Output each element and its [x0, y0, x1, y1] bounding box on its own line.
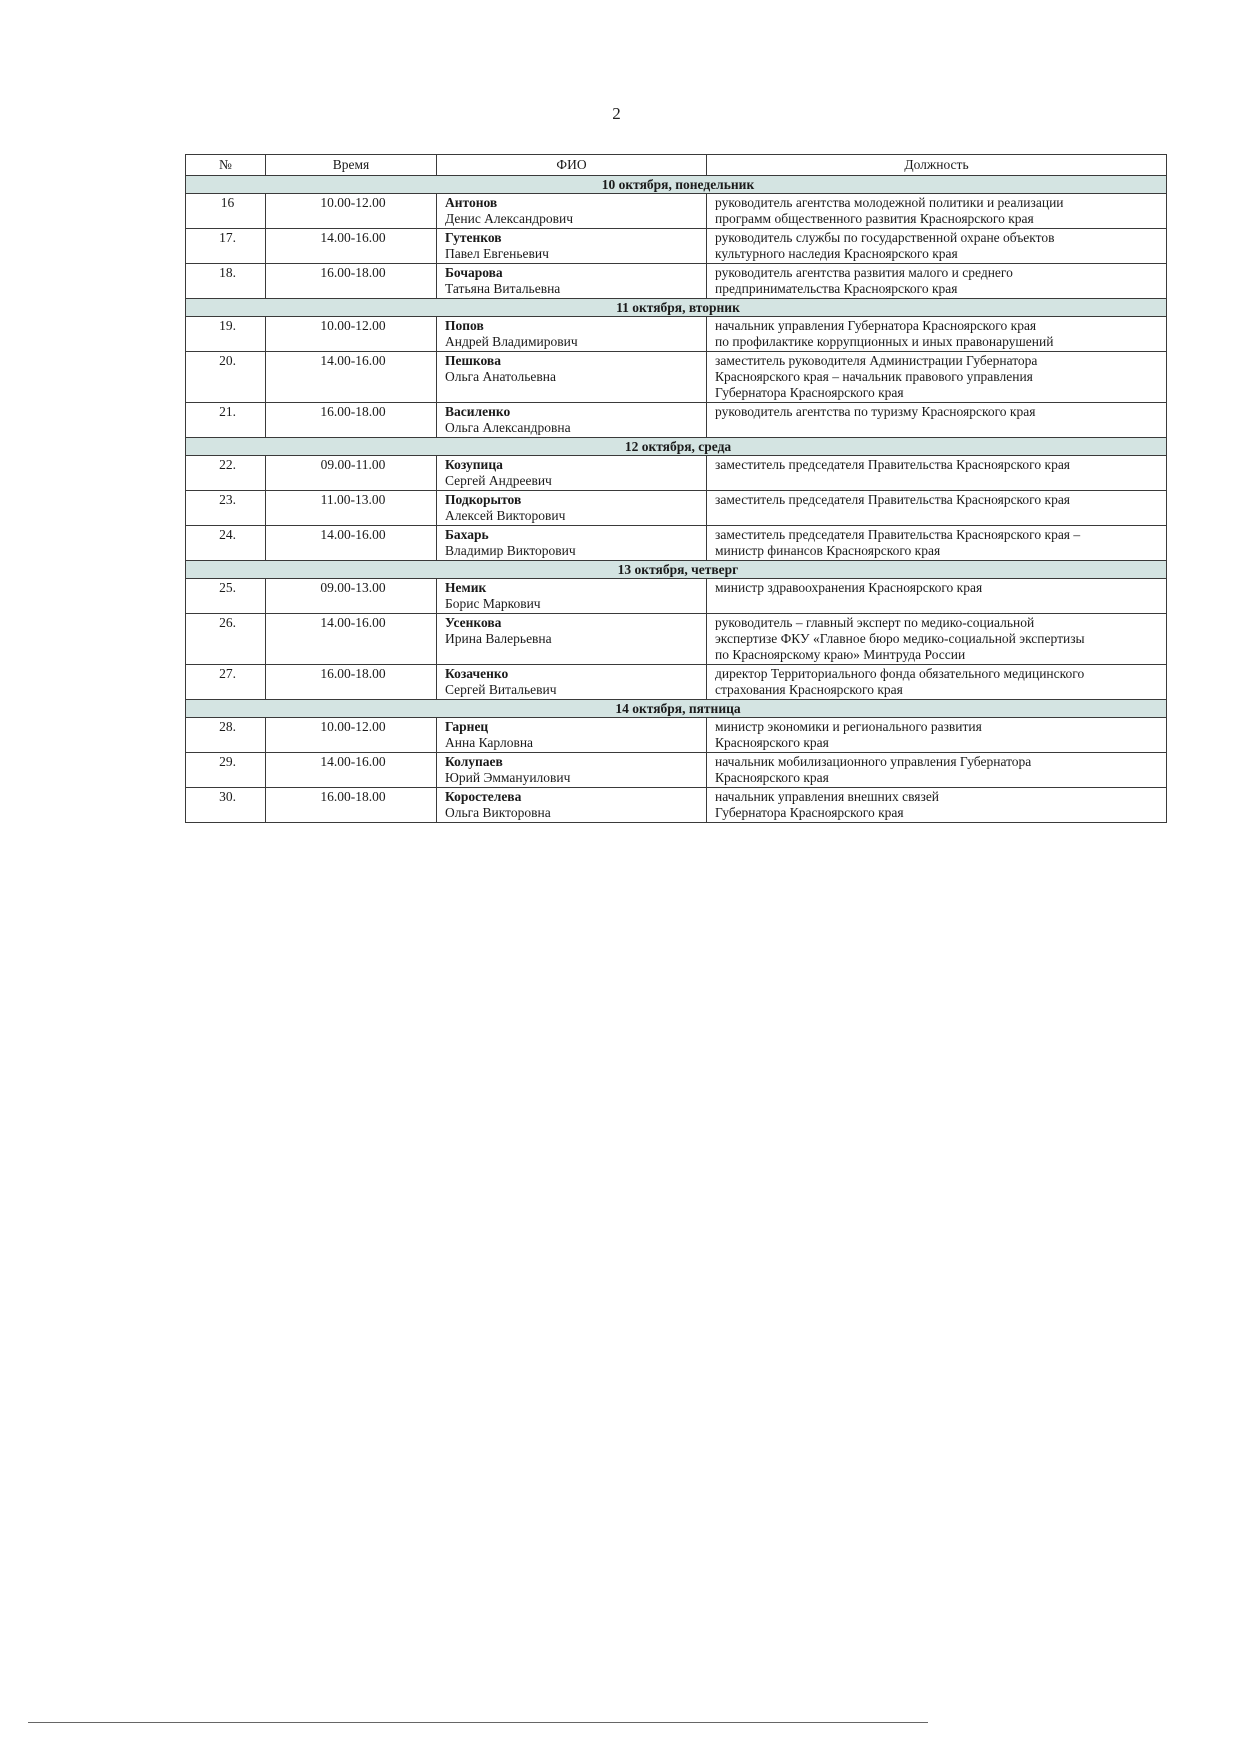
day-row	[186, 561, 1167, 579]
day-row	[186, 438, 1167, 456]
row-fio	[437, 614, 707, 665]
given-names: Сергей Витальевич	[445, 682, 557, 697]
row-time: 16.00-18.00	[266, 264, 437, 299]
position-line: по Красноярскому краю» Минтруда России	[715, 647, 966, 662]
surname: Гарнец	[445, 719, 489, 734]
row-position	[707, 526, 1167, 561]
position-line: Красноярского края	[715, 770, 829, 785]
surname: Немик	[445, 580, 487, 595]
row-number: 24.	[186, 526, 266, 561]
surname: Попов	[445, 318, 484, 333]
row-position	[707, 579, 1167, 614]
position-line: министр экономики и регионального развития	[715, 719, 982, 734]
given-names: Анна Карловна	[445, 735, 534, 750]
row-time: 16.00-18.00	[266, 665, 437, 700]
table-row	[186, 788, 1167, 823]
position-line: заместитель руководителя Администрации Губернатора	[715, 353, 1038, 368]
row-time: 14.00-16.00	[266, 614, 437, 665]
row-fio	[437, 403, 707, 438]
position-line: Губернатора Красноярского края	[715, 385, 904, 400]
row-fio	[437, 456, 707, 491]
position-line: заместитель председателя Правительства Красноярского края	[715, 457, 1071, 472]
header-position: Должность	[707, 155, 1167, 176]
surname: Василенко	[445, 404, 511, 419]
given-names: Алексей Викторович	[445, 508, 566, 523]
row-number: 18.	[186, 264, 266, 299]
given-names: Татьяна Витальевна	[445, 281, 561, 296]
row-time: 09.00-13.00	[266, 579, 437, 614]
row-time: 11.00-13.00	[266, 491, 437, 526]
position-line: руководитель – главный эксперт по медико-социальной	[715, 615, 1035, 630]
row-time: 14.00-16.00	[266, 352, 437, 403]
row-fio	[437, 194, 707, 229]
row-time: 14.00-16.00	[266, 753, 437, 788]
surname: Бахарь	[445, 527, 489, 542]
given-names: Ирина Валерьевна	[445, 631, 552, 646]
position-line: Красноярского края – начальник правового управления	[715, 369, 1033, 384]
position-line: директор Территориального фонда обязательного медицинского	[715, 666, 1085, 681]
surname: Бочарова	[445, 265, 503, 280]
row-number: 20.	[186, 352, 266, 403]
row-number: 16	[186, 194, 266, 229]
row-fio	[437, 579, 707, 614]
table-row	[186, 403, 1167, 438]
day-heading: 13 октября, четверг	[186, 561, 1167, 579]
table-row	[186, 264, 1167, 299]
day-heading: 10 октября, понедельник	[186, 176, 1167, 194]
row-time: 16.00-18.00	[266, 788, 437, 823]
row-fio	[437, 718, 707, 753]
table-row	[186, 753, 1167, 788]
table-row	[186, 526, 1167, 561]
table-row	[186, 718, 1167, 753]
given-names: Сергей Андреевич	[445, 473, 552, 488]
given-names: Ольга Викторовна	[445, 805, 551, 820]
row-number: 17.	[186, 229, 266, 264]
position-line: руководитель агентства молодежной политики и реализации	[715, 195, 1064, 210]
day-heading: 11 октября, вторник	[186, 299, 1167, 317]
given-names: Ольга Анатольевна	[445, 369, 556, 384]
row-time: 10.00-12.00	[266, 718, 437, 753]
position-line: культурного наследия Красноярского края	[715, 246, 958, 261]
row-position	[707, 456, 1167, 491]
day-row	[186, 299, 1167, 317]
position-line: министр здравоохранения Красноярского края	[715, 580, 983, 595]
row-number: 29.	[186, 753, 266, 788]
row-time: 14.00-16.00	[266, 229, 437, 264]
table-row	[186, 491, 1167, 526]
row-time: 10.00-12.00	[266, 317, 437, 352]
row-fio	[437, 788, 707, 823]
row-fio	[437, 491, 707, 526]
position-line: предпринимательства Красноярского края	[715, 281, 958, 296]
position-line: по профилактике коррупционных и иных правонарушений	[715, 334, 1054, 349]
schedule-table	[185, 154, 1167, 823]
given-names: Денис Александрович	[445, 211, 574, 226]
bottom-rule	[28, 1722, 928, 1723]
given-names: Владимир Викторович	[445, 543, 576, 558]
surname: Усенкова	[445, 615, 502, 630]
table-row	[186, 352, 1167, 403]
row-position	[707, 753, 1167, 788]
day-heading: 12 октября, среда	[186, 438, 1167, 456]
surname: Гутенков	[445, 230, 502, 245]
row-time: 09.00-11.00	[266, 456, 437, 491]
row-position	[707, 788, 1167, 823]
header-num: №	[186, 155, 266, 176]
row-position	[707, 614, 1167, 665]
given-names: Павел Евгеньевич	[445, 246, 549, 261]
row-fio	[437, 264, 707, 299]
row-number: 30.	[186, 788, 266, 823]
header-fio: ФИО	[437, 155, 707, 176]
given-names: Андрей Владимирович	[445, 334, 578, 349]
row-number: 21.	[186, 403, 266, 438]
row-position	[707, 403, 1167, 438]
table-row	[186, 456, 1167, 491]
row-time: 16.00-18.00	[266, 403, 437, 438]
table-row	[186, 614, 1167, 665]
row-position	[707, 229, 1167, 264]
position-line: начальник управления Губернатора Красноярского края	[715, 318, 1037, 333]
position-line: руководитель агентства развития малого и среднего	[715, 265, 1013, 280]
day-row	[186, 700, 1167, 718]
surname: Козупица	[445, 457, 503, 472]
position-line: руководитель агентства по туризму Красноярского края	[715, 404, 1036, 419]
row-position	[707, 718, 1167, 753]
position-line: руководитель службы по государственной охране объектов	[715, 230, 1055, 245]
header-row	[186, 155, 1167, 176]
table-row	[186, 317, 1167, 352]
given-names: Юрий Эммануилович	[445, 770, 571, 785]
row-fio	[437, 665, 707, 700]
table-row	[186, 229, 1167, 264]
row-fio	[437, 753, 707, 788]
row-number: 19.	[186, 317, 266, 352]
row-fio	[437, 317, 707, 352]
row-number: 25.	[186, 579, 266, 614]
surname: Колупаев	[445, 754, 503, 769]
row-time: 14.00-16.00	[266, 526, 437, 561]
surname: Пешкова	[445, 353, 501, 368]
schedule-body	[186, 176, 1167, 823]
position-line: начальник управления внешних связей	[715, 789, 940, 804]
header-time: Время	[266, 155, 437, 176]
surname: Козаченко	[445, 666, 509, 681]
row-position	[707, 665, 1167, 700]
row-position	[707, 491, 1167, 526]
day-row	[186, 176, 1167, 194]
row-number: 26.	[186, 614, 266, 665]
position-line: заместитель председателя Правительства Красноярского края –	[715, 527, 1081, 542]
row-fio	[437, 526, 707, 561]
row-fio	[437, 352, 707, 403]
surname: Коростелева	[445, 789, 522, 804]
position-line: Губернатора Красноярского края	[715, 805, 904, 820]
row-time: 10.00-12.00	[266, 194, 437, 229]
position-line: начальник мобилизационного управления Губернатора	[715, 754, 1032, 769]
page-number: 2	[612, 104, 621, 123]
row-number: 27.	[186, 665, 266, 700]
row-position	[707, 194, 1167, 229]
given-names: Борис Маркович	[445, 596, 541, 611]
row-number: 28.	[186, 718, 266, 753]
row-position	[707, 352, 1167, 403]
position-line: министр финансов Красноярского края	[715, 543, 941, 558]
table-row	[186, 194, 1167, 229]
table-row	[186, 579, 1167, 614]
position-line: экспертизе ФКУ «Главное бюро медико-социальной экспертизы	[715, 631, 1085, 646]
position-line: Красноярского края	[715, 735, 829, 750]
position-line: заместитель председателя Правительства Красноярского края	[715, 492, 1071, 507]
day-heading: 14 октября, пятница	[186, 700, 1167, 718]
row-number: 23.	[186, 491, 266, 526]
surname: Подкорытов	[445, 492, 522, 507]
position-line: программ общественного развития Красноярского края	[715, 211, 1034, 226]
table-row	[186, 665, 1167, 700]
row-position	[707, 317, 1167, 352]
row-fio	[437, 229, 707, 264]
surname: Антонов	[445, 195, 498, 210]
position-line: страхования Красноярского края	[715, 682, 903, 697]
given-names: Ольга Александровна	[445, 420, 571, 435]
row-position	[707, 264, 1167, 299]
row-number: 22.	[186, 456, 266, 491]
